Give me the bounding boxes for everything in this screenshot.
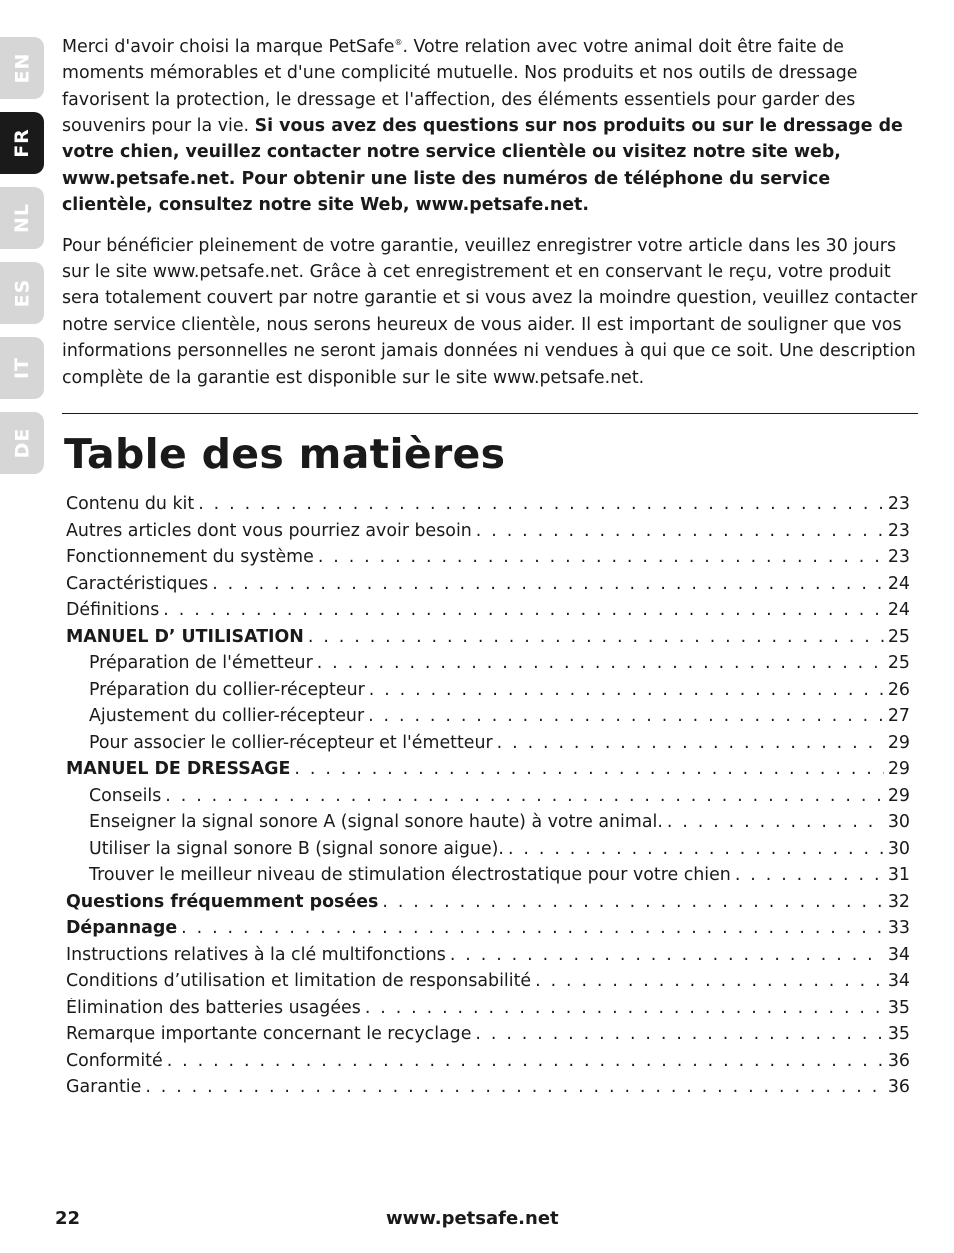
toc-entry-label: MANUEL DE DRESSAGE	[66, 759, 291, 780]
toc-entry-page: 35	[887, 997, 910, 1018]
toc-entry-label: Dépannage	[66, 918, 178, 939]
lang-tab-label: NL	[10, 202, 33, 234]
toc-entry-label: Contenu du kit	[66, 494, 195, 515]
page-number: 22	[55, 1208, 81, 1229]
toc-entry-page: 36	[887, 1077, 910, 1098]
intro-paragraph-2: Pour bénéficier pleinement de votre garantie, veuillez enregistrer votre article dans les 30 jours sur le site www.petsafe.net. Grâce à cet enregistrement et en conservant le reçu, votre produit sera totalement couvert par notre garantie et si vous avez la moindre question, veuillez contacter notre service clientèle, nous serons heureux de vous aider. Il est important de souligner que vos informations personnelles ne seront jamais données ni vendues à qui que ce soit. Une description complète de la garantie est disponible sur le site www.petsafe.net.	[62, 235, 918, 388]
section-divider	[62, 413, 918, 414]
lang-tab-de[interactable]	[0, 412, 44, 474]
toc-entry[interactable]	[66, 945, 910, 972]
toc-entry[interactable]	[66, 759, 910, 786]
toc-entry-label: Ajustement du collier-récepteur	[89, 706, 365, 727]
language-tabs	[0, 37, 44, 487]
lang-tab-label: IT	[11, 356, 33, 380]
toc-entry[interactable]	[66, 627, 910, 654]
lang-tab-label: FR	[10, 128, 33, 158]
toc-entry[interactable]	[66, 494, 910, 521]
toc-leader-dots	[181, 918, 884, 938]
toc-entry[interactable]	[66, 998, 910, 1025]
toc-entry[interactable]	[66, 1077, 910, 1104]
toc-entry-page: 24	[887, 573, 910, 594]
toc-entry-label: Instructions relatives à la clé multifonctions	[66, 944, 446, 965]
toc-entry[interactable]	[66, 1024, 910, 1051]
toc-leader-dots	[167, 1051, 884, 1071]
toc-entry-page: 34	[887, 944, 910, 965]
toc-entry-label: Pour associer le collier-récepteur et l'émetteur	[89, 732, 493, 753]
toc-leader-dots	[368, 706, 884, 726]
lang-tab-label: DE	[10, 427, 33, 459]
toc-entry-page: 33	[887, 918, 910, 939]
lang-tab-fr[interactable]	[0, 112, 44, 174]
toc-leader-dots	[145, 1077, 884, 1097]
toc-entry[interactable]	[66, 547, 910, 574]
toc-entry[interactable]	[66, 892, 910, 919]
toc-entry-page: 25	[887, 653, 910, 674]
intro-text: Merci d'avoir choisi la marque PetSafe	[62, 36, 395, 57]
intro-paragraph-1	[62, 30, 918, 219]
toc-leader-dots	[735, 865, 884, 885]
toc-leader-dots	[667, 812, 884, 832]
toc-entry[interactable]	[66, 786, 910, 813]
toc-entry[interactable]	[66, 812, 910, 839]
toc-leader-dots	[497, 733, 884, 753]
toc-leader-dots	[308, 627, 884, 647]
toc-entry-label: Élimination des batteries usagées	[66, 997, 361, 1018]
toc-entry-page: 24	[887, 600, 910, 621]
toc-entry-page: 29	[887, 732, 910, 753]
toc-entry[interactable]	[66, 574, 910, 601]
toc-entry-label: Enseigner la signal sonore A (signal sonore haute) à votre animal.	[89, 812, 663, 833]
toc-entry-label: Caractéristiques	[66, 573, 209, 594]
toc-entry-label: MANUEL D’ UTILISATION	[66, 626, 304, 647]
table-of-contents	[62, 494, 910, 1104]
toc-entry-label: Fonctionnement du système	[66, 547, 314, 568]
toc-entry-page: 34	[887, 971, 910, 992]
toc-entry-label: Préparation de l'émetteur	[89, 653, 313, 674]
toc-entry-page: 27	[887, 706, 910, 727]
toc-entry-page: 30	[887, 838, 910, 859]
toc-entry-label: Conseils	[89, 785, 162, 806]
toc-entry-page: 31	[887, 865, 910, 886]
toc-entry-label: Trouver le meilleur niveau de stimulation électrostatique pour votre chien	[89, 865, 731, 886]
toc-entry[interactable]	[66, 918, 910, 945]
toc-entry-label: Remarque importante concernant le recyclage	[66, 1024, 472, 1045]
toc-leader-dots	[365, 998, 884, 1018]
toc-leader-dots	[165, 786, 884, 806]
toc-entry-page: 25	[887, 626, 910, 647]
toc-entry-page: 30	[887, 812, 910, 833]
registered-mark: ®	[394, 38, 403, 47]
toc-entry[interactable]	[66, 839, 910, 866]
toc-entry-label: Questions fréquemment posées	[66, 891, 379, 912]
toc-leader-dots	[163, 600, 884, 620]
lang-tab-es[interactable]	[0, 262, 44, 324]
toc-leader-dots	[317, 653, 884, 673]
lang-tab-label: ES	[10, 278, 33, 308]
toc-entry[interactable]	[66, 600, 910, 627]
toc-title: Table des matières	[64, 430, 506, 479]
lang-tab-it[interactable]	[0, 337, 44, 399]
toc-leader-dots	[475, 1024, 883, 1044]
intro-bold-contact: Si vous avez des questions sur nos produits ou sur le dressage de votre chien, veuillez contacter notre service clientèle ou visitez notre site web, www.petsafe.net. Pour obtenir une liste des numéros de téléphone du service clientèle, consultez notre site Web, www.petsafe.net.	[62, 116, 903, 216]
toc-leader-dots	[508, 839, 884, 859]
toc-entry-label: Conditions d’utilisation et limitation de responsabilité	[66, 971, 532, 992]
toc-entry-page: 23	[887, 547, 910, 568]
toc-leader-dots	[450, 945, 884, 965]
toc-entry-page: 23	[887, 494, 910, 515]
toc-entry-page: 35	[887, 1024, 910, 1045]
toc-entry[interactable]	[66, 706, 910, 733]
toc-entry-page: 23	[887, 520, 910, 541]
page-content	[62, 30, 918, 1104]
toc-leader-dots	[369, 680, 884, 700]
toc-entry-label: Définitions	[66, 600, 160, 621]
toc-leader-dots	[198, 494, 884, 514]
toc-entry[interactable]	[66, 733, 910, 760]
toc-entry-page: 26	[887, 679, 910, 700]
toc-entry[interactable]	[66, 971, 910, 998]
toc-entry-page: 29	[887, 759, 910, 780]
toc-entry[interactable]	[66, 1051, 910, 1078]
toc-entry-page: 29	[887, 785, 910, 806]
intro-section	[62, 30, 918, 391]
toc-entry[interactable]	[66, 521, 910, 548]
toc-leader-dots	[294, 759, 883, 779]
toc-leader-dots	[382, 892, 884, 912]
footer-url[interactable]: www.petsafe.net	[386, 1208, 559, 1229]
toc-entry-page: 32	[887, 891, 910, 912]
toc-leader-dots	[212, 574, 884, 594]
lang-tab-nl[interactable]	[0, 187, 44, 249]
toc-entry-label: Garantie	[66, 1077, 142, 1098]
toc-entry-label: Préparation du collier-récepteur	[89, 679, 365, 700]
lang-tab-en[interactable]	[0, 37, 44, 99]
intro-text: . Votre relation avec votre animal doit être faite de moments mémorables et d'une complicité mutuelle. Nos produits et nos outils de dressage favorisent la protection, le dressage et l'affection, des éléments essentiels pour garder des souvenirs pour la vie.	[62, 36, 858, 137]
toc-entry-label: Autres articles dont vous pourriez avoir besoin	[66, 520, 472, 541]
toc-entry-page: 36	[887, 1050, 910, 1071]
toc-entry[interactable]	[66, 653, 910, 680]
toc-entry[interactable]	[66, 865, 910, 892]
toc-leader-dots	[535, 971, 884, 991]
toc-entry-label: Utiliser la signal sonore B (signal sonore aigue).	[89, 838, 504, 859]
toc-entry[interactable]	[66, 680, 910, 707]
toc-leader-dots	[318, 547, 884, 567]
toc-entry-label: Conformité	[66, 1050, 163, 1071]
toc-leader-dots	[476, 521, 884, 541]
lang-tab-label: EN	[10, 52, 33, 84]
